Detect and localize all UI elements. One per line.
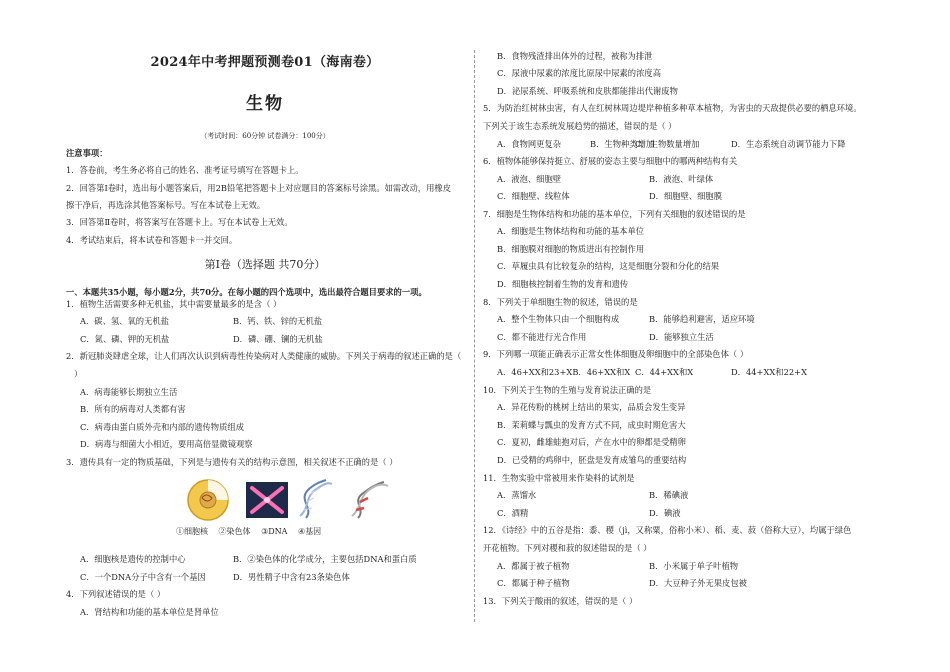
q12-option-a: A．都属于被子植物 — [497, 561, 570, 571]
dna-illustration — [300, 480, 332, 518]
q11-option-b: B．稀碘液 — [649, 490, 689, 500]
q2-option-d: D．病毒与细菌大小相近，要用高倍显微镜观察 — [80, 439, 253, 449]
q12-option-b: B．小米属于单子叶植物 — [649, 561, 739, 571]
q2-option-a: A．病毒能够长期独立生活 — [80, 387, 178, 397]
q4-option-c: C．尿液中尿素的浓度比原尿中尿素的浓度高 — [497, 68, 661, 78]
note-item: 1．答卷前，考生务必将自己的姓名、准考证号填写在答题卡上。 — [66, 165, 304, 175]
note-item: 4．考试结束后，将本试卷和答题卡一并交回。 — [66, 235, 238, 245]
question-1-stem: 1．植物生活需要多种无机盐，其中需要量最多的是含（ ） — [66, 299, 282, 309]
q5-option-d: D．生态系统自动调节能力下降 — [731, 139, 846, 149]
q6-option-c: C．细胞壁、线粒体 — [497, 191, 570, 201]
q7-option-a: A．细胞是生物体结构和功能的基本单位 — [497, 226, 645, 236]
q8-option-b: B．能够趋利避害，适应环境 — [649, 314, 755, 324]
caption-dna: ③DNA — [261, 527, 288, 536]
q5-option-c: C．生物数量增加 — [635, 139, 700, 149]
q2-option-b: B．所有的病毒对人类都有害 — [80, 404, 186, 414]
question-8-stem: 8．下列关于单细胞生物的叙述，错误的是 — [483, 297, 638, 307]
question-5-stem: 5．为防治红树林虫害，有人在红树林周边堤岸种植多种草本植物，为害虫的天敌提供必要的栖息环境。 — [483, 103, 862, 113]
q8-option-d: D．能够独立生活 — [649, 332, 714, 342]
caption-gene: ④基因 — [298, 527, 322, 536]
column-divider — [474, 50, 475, 622]
q3-option-b: B．②染色体的化学成分，主要包括DNA和蛋白质 — [233, 554, 417, 564]
q5-option-a: A．食物网更复杂 — [497, 139, 562, 149]
question-13-stem: 13．下列关于酸雨的叙述，错误的是（ ） — [483, 596, 638, 606]
q6-option-b: B．液泡、叶绿体 — [649, 174, 714, 184]
q11-option-d: D．碘液 — [649, 508, 681, 518]
q1-option-b: B．钙、铁、锌的无机盐 — [233, 316, 323, 326]
q8-option-a: A．整个生物体只由一个细胞构成 — [497, 314, 620, 324]
q4-option-b: B．食物残渣排出体外的过程，被称为排泄 — [497, 51, 653, 61]
q2-option-c: C．病毒由蛋白质外壳和内部的遗传物质组成 — [80, 422, 244, 432]
question-5-stem-2: 下列关于该生态系统发展趋势的描述，错误的是（ ） — [483, 121, 677, 131]
q11-option-a: A．蒸馏水 — [497, 490, 537, 500]
section-instruction: 一、本题共35小题，每小题2分，共70分。在每小题的四个选项中，选出最符合题目要求的一项。 — [66, 287, 427, 297]
question-6-stem: 6．植物体能够保持挺立、舒展的姿态主要与细胞中的哪两种结构有关 — [483, 156, 738, 166]
question-10-stem: 10．下列关于生物的生殖与发育说法正确的是 — [483, 385, 652, 395]
q6-option-a: A．液泡、细胞壁 — [497, 174, 562, 184]
question-2-stem: 2．新冠肺炎肆虐全球，让人们再次认识到病毒性传染病对人类健康的威胁。下列关于病毒的叙述正确的是（ — [66, 351, 462, 361]
cell-nucleus-illustration — [188, 480, 228, 520]
q3-option-c: C．一个DNA分子中含有一个基因 — [80, 572, 206, 582]
question-12-stem-2: 开花植物。下列对稷和菽的叙述错误的是（ ） — [483, 543, 652, 553]
subject-title: 生物 — [246, 94, 284, 114]
q12-option-d: D．大豆种子外无果皮包被 — [649, 578, 747, 588]
question-7-stem: 7．细胞是生物体结构和功能的基本单位，下列有关细胞的叙述错误的是 — [483, 209, 746, 219]
chromosome-illustration — [246, 482, 288, 518]
caption-chromosome: ②染色体 — [218, 527, 251, 536]
note-item: 3．回答第Ⅱ卷时，将答案写在答题卡上。写在本试卷上无效。 — [66, 217, 293, 227]
figure-captions — [176, 523, 446, 541]
q7-option-c: C．草履虫具有比较复杂的结构，这是细胞分裂和分化的结果 — [497, 261, 720, 271]
q11-option-c: C．酒精 — [497, 508, 529, 518]
q10-option-c: C．夏初，雌雄蛙抱对后，产在水中的卵都是受精卵 — [497, 437, 686, 447]
question-11-stem: 11．生物实验中常被用来作染料的试剂是 — [483, 473, 635, 483]
question-9-stem: 9．下列哪一项能正确表示正常女性体细胞及卵细胞中的全部染色体（ ） — [483, 349, 749, 359]
exam-time-info: （考试时间：60分钟 试卷满分：100分） — [200, 132, 330, 140]
q1-option-d: D．磷、硼、镧的无机盐 — [233, 334, 323, 344]
q9-option-d: D．44+XX和22+X — [731, 367, 807, 377]
notes-heading: 注意事项： — [66, 148, 108, 158]
note-item: 2．回答第Ⅰ卷时，选出每小题答案后，用2B铅笔把答题卡上对应题目的答案标号涂黑。如需改动，用橡皮 — [66, 183, 451, 193]
caption-nucleus: ①细胞核 — [176, 527, 208, 536]
q7-option-d: D．细胞核控制着生物的发育和遗传 — [497, 279, 629, 289]
q1-option-c: C．氮、磷、钾的无机盐 — [80, 334, 170, 344]
q10-option-d: D．已受精的鸡卵中，胚盘是发育成雏鸟的重要结构 — [497, 455, 687, 465]
question-2-stem-end: ） — [74, 369, 83, 379]
q10-option-b: B．茉莉蝶与瓢虫的发育方式不同，成虫时期危害大 — [497, 420, 686, 430]
q4-option-d: D．泌尿系统、呼吸系统和皮肤都能排出代谢废物 — [497, 86, 678, 96]
q8-option-c: C．都不能进行光合作用 — [497, 332, 587, 342]
note-item: 擦干净后，再选涂其他答案标号。写在本试卷上无效。 — [66, 200, 266, 210]
q3-option-a: A．细胞核是遗传的控制中心 — [80, 554, 186, 564]
section-title: 第Ⅰ卷（选择题 共70分） — [204, 258, 326, 271]
q5-option-b: B．生物种类增加 — [590, 139, 655, 149]
question-4-stem: 4．下列叙述错误的是（ ） — [66, 589, 166, 599]
exam-title: 2024年中考押题预测卷01（海南卷） — [150, 55, 380, 70]
q9-option-c: C．44+XX和X — [635, 367, 694, 377]
q9-option-ab: A．46+XX和23+XB．46+XX和X — [497, 367, 631, 377]
q4-option-a: A．肾结构和功能的基本单位是肾单位 — [80, 607, 219, 617]
gene-illustration — [352, 482, 388, 518]
q12-option-c: C．都属于种子植物 — [497, 578, 570, 588]
question-12-stem: 12．《诗经》中的五谷是指：黍、稷（jì，又称粟，俗称小米）、稻、麦、菽（俗称大豆），均属于绿色 — [483, 525, 852, 535]
q10-option-a: A．异花传粉的桃树上结出的果实，品质会发生变异 — [497, 402, 686, 412]
question-3-stem: 3．遗传具有一定的物质基础，下列是与遗传有关的结构示意图，相关叙述不正确的是（ ） — [66, 457, 398, 467]
q6-option-d: D．细胞壁、细胞膜 — [649, 191, 723, 201]
q1-option-a: A．碳、氢、氧的无机盐 — [80, 316, 169, 326]
q7-option-b: B．细胞膜对细胞的物质进出有控制作用 — [497, 244, 645, 254]
q3-option-d: D．男性精子中含有23条染色体 — [233, 572, 350, 582]
